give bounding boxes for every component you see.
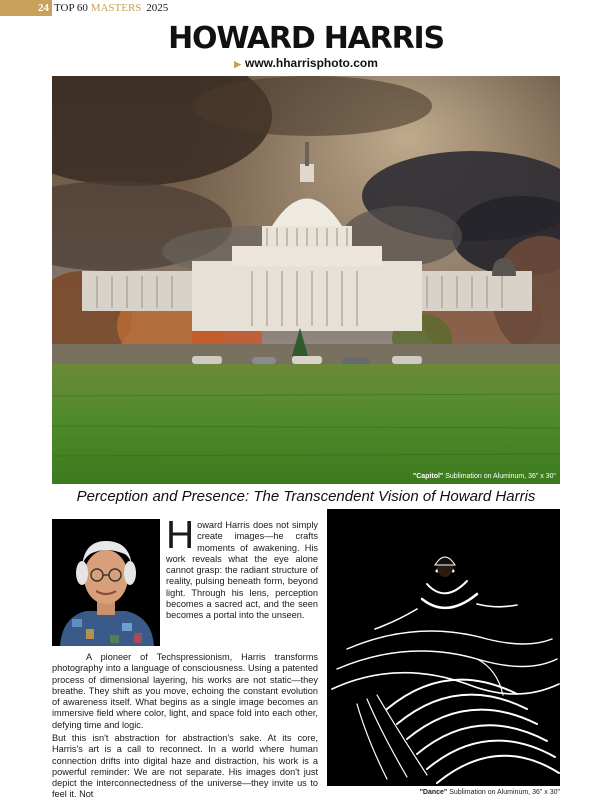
capitol-caption-medium: Sublimation on Aluminum, 36" x 30": [445, 473, 556, 480]
publication-year: 2025: [146, 2, 169, 14]
dance-illustration: [327, 509, 560, 786]
play-arrow-icon: ▶: [234, 59, 241, 69]
article-paragraph-1-text: oward Harris does not simply create images—he crafts moments of awakening. His work reveals what the eye alone cannot grasp: the radiant structure of reality, pulsing beneath form, beyond light. Through his lens, perception becomes a sacred act, and the seen becomes a portal into the unseen.: [166, 520, 318, 621]
capitol-illustration: [52, 76, 560, 484]
website-link[interactable]: www.hharrisphoto.com: [245, 56, 378, 70]
dance-caption: [420, 788, 560, 797]
article-paragraph-3: But this isn't abstraction for abstraction's sake. At its core, Harris's art is a call to reconnect. In a world where human connection drifts into digital haze and distraction, his work is a powerful reminder: We are not separate. His images don't just depict the interconnectedness of the universe—they invite us to feel it. Not: [52, 733, 318, 800]
publication-prefix: TOP 60: [54, 2, 88, 14]
portrait-illustration: [52, 519, 160, 646]
website-line: [0, 56, 612, 71]
dance-caption-medium: Sublimation on Aluminum, 36" x 30": [449, 789, 560, 796]
artist-portrait: [52, 519, 160, 646]
capitol-caption: [413, 472, 556, 481]
dance-artwork: [327, 509, 560, 786]
capitol-artwork: [52, 76, 560, 484]
capitol-caption-title: "Capitol": [412, 473, 444, 480]
article-paragraph-2: A pioneer of Techspressionism, Harris transforms photography into a language of consciousness. Using a patented process of dimensional layering, his works are not static—they breathe. They shift as you move, echoing the constant evolution of awareness itself. What begins as a single image becomes an immersive field where color, light, and space fold into each other, defying time and logic.: [52, 652, 318, 730]
article-paragraph-1: [166, 514, 318, 622]
article-headline: Perception and Presence: The Transcendent Vision of Howard Harris: [76, 488, 536, 505]
drop-cap: H: [166, 514, 195, 557]
publication-highlight: MASTERS: [90, 2, 142, 14]
artist-name: HOWARD HARRIS: [168, 21, 444, 56]
running-header: [0, 0, 200, 16]
page-number: 24: [0, 0, 52, 16]
dance-caption-title: "Dance": [419, 789, 448, 796]
